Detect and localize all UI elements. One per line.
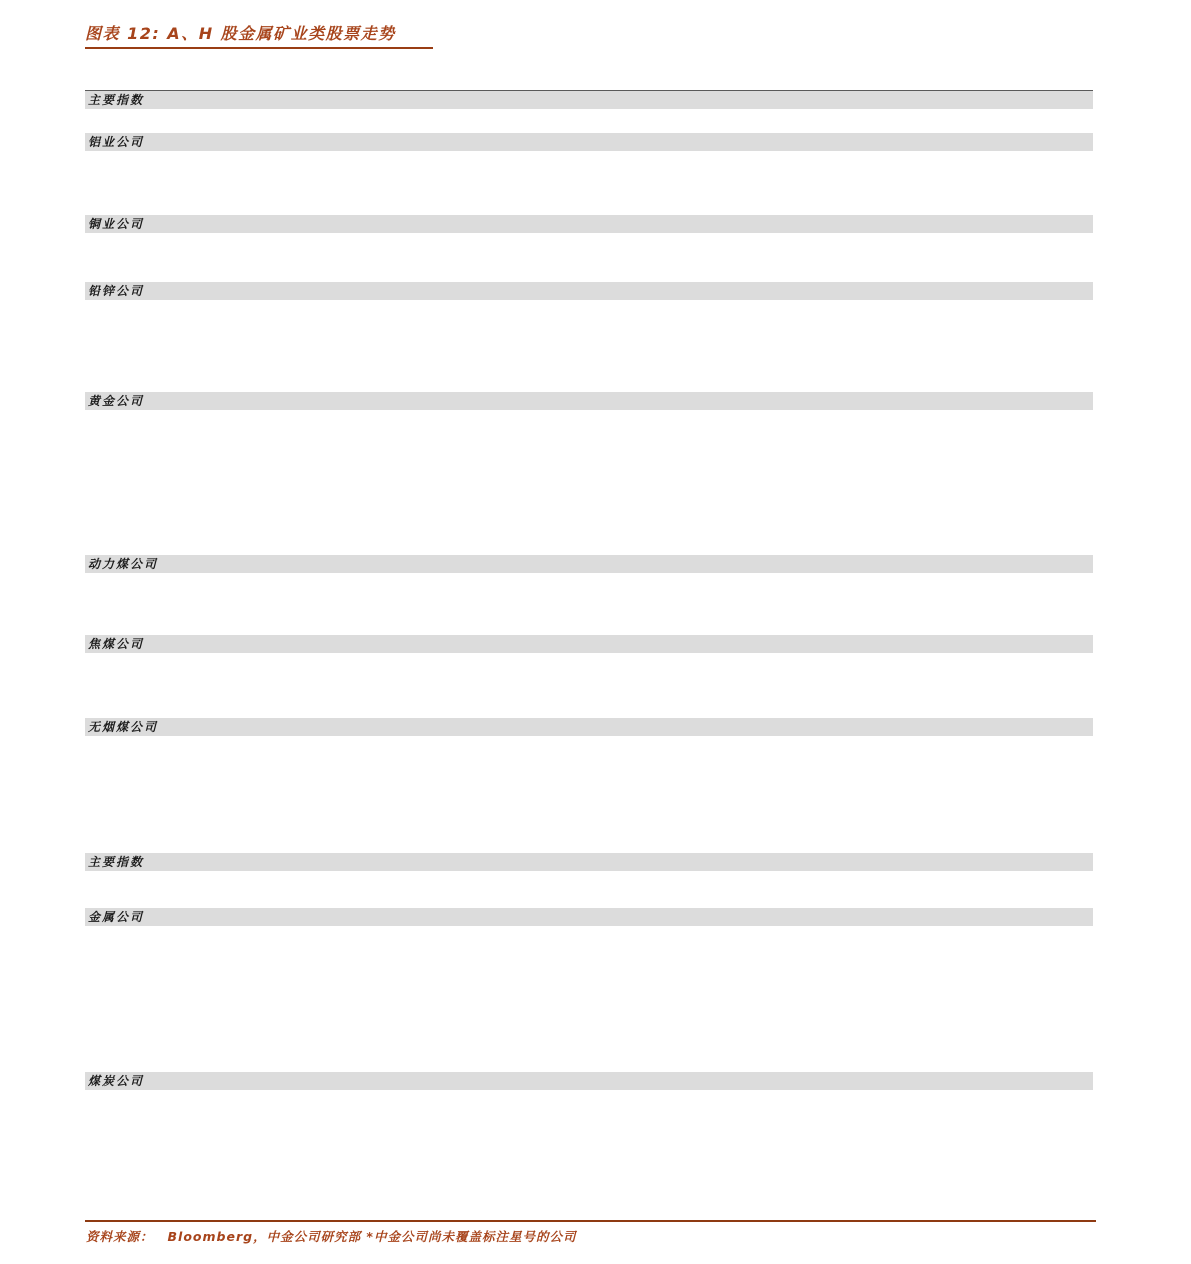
table-section-header-gold [85,392,1093,410]
table-section-header-anthracite [85,718,1093,736]
table-section-header-main-index-a [85,90,1093,109]
table-section-label: 主要指数 [88,855,145,869]
table-section-label: 煤炭公司 [88,1074,145,1088]
title-underline-rule [85,47,433,49]
table-section-label: 铝业公司 [88,135,145,149]
source-text: Bloomberg，中金公司研究部 *中金公司尚未覆盖标注星号的公司 [167,1229,577,1244]
table-section-label: 黄金公司 [88,394,145,408]
table-section-header-metals [85,908,1093,926]
table-section-header-lead-zinc [85,282,1093,300]
table-section-label: 铅锌公司 [88,284,145,298]
table-section-label: 主要指数 [88,93,145,107]
table-section-label: 焦煤公司 [88,637,145,651]
table-section-header-coking-coal [85,635,1093,653]
table-section-label: 金属公司 [88,910,145,924]
footer-rule [85,1220,1096,1222]
table-section-label: 动力煤公司 [88,557,159,571]
table-section-header-coal [85,1072,1093,1090]
source-line [86,1227,576,1245]
table-section-header-thermal-coal [85,555,1093,573]
table-section-header-copper [85,215,1093,233]
table-section-header-aluminum [85,133,1093,151]
figure-title: 图表 12: A、H 股金属矿业类股票走势 [85,24,396,43]
table-section-label: 无烟煤公司 [88,720,159,734]
source-label: 资料来源： [86,1229,154,1244]
table-section-label: 铜业公司 [88,217,145,231]
table-section-header-main-index-h [85,853,1093,871]
